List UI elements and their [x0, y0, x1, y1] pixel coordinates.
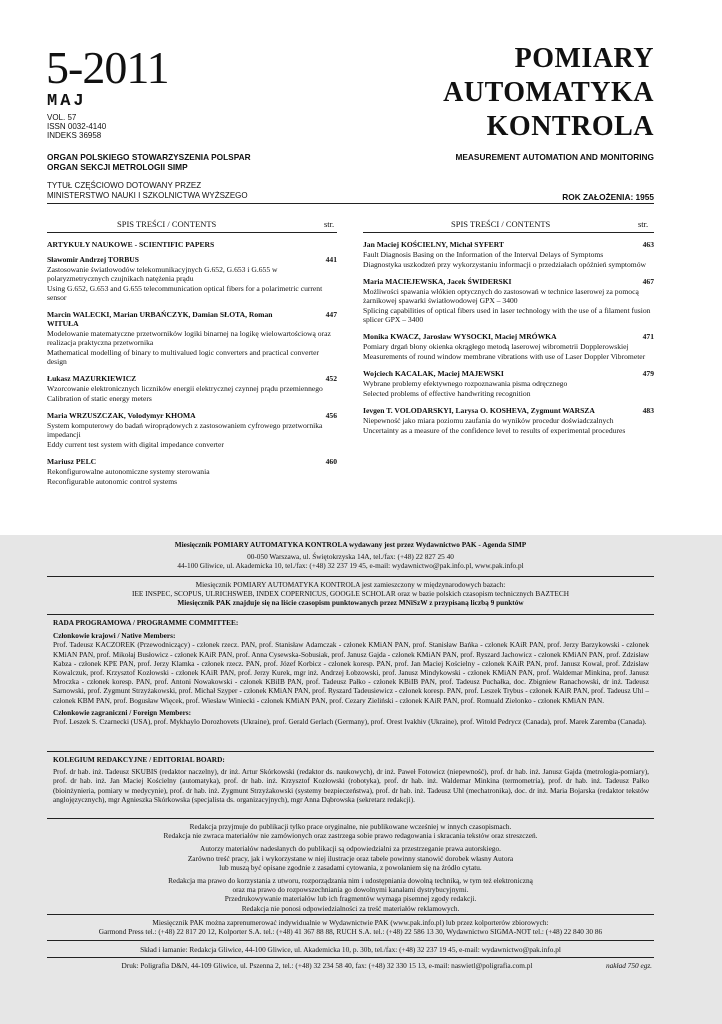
divider [47, 940, 654, 941]
toc-entry-title: Modelowanie matematyczne przetworników logiki binarnej na logikę wielowartościową oraz realizacja praktyczna przetwornika [47, 329, 331, 347]
policy-line: Redakcja ma prawo do korzystania z utworu, rozporządzania nim i udostępniania dowolną techniką, w tym też elektroniczną [168, 876, 533, 886]
toc-entry-page: 441 [325, 255, 337, 264]
journal-title-line: AUTOMATYKA [443, 77, 654, 108]
toc-entry-title: Splicing capabilities of optical fibers used in laser technology with the use of a filament fusion splicer GPX – 3400 [363, 306, 651, 324]
toc-entry-title: Rekonfigurowalne autonomiczne systemy sterowania [47, 467, 210, 476]
toc-entry-title: Możliwości spawania włókien optycznych do zastosowań w technice laserowej za pomocą żarnikowej spawarki światłowodowej GPX – 3400 [363, 287, 639, 305]
subscription-block [47, 918, 654, 936]
toc-entry-page: 471 [642, 332, 654, 341]
indexing-line: IEE INSPEC, SCOPUS, ULRICHSWEB, INDEX COPERNICUS, GOOGLE SCHOLAR oraz w bazie polskich czasopism technicznych BAZTECH [132, 589, 569, 599]
toc-entry-authors: Marcin WALECKI, Marian URBAŃCZYK, Damian SŁOTA, Roman WITUŁA [47, 310, 273, 328]
policy-line: Przedrukowywanie materiałów lub ich fragmentów wymaga pisemnej zgody redakcji. [224, 894, 477, 904]
toc-page-label-right: str. [638, 219, 649, 229]
divider [47, 818, 654, 819]
toc-entry [47, 457, 337, 486]
policy-line: Zarówno treść pracy, jak i wykorzystane w niej ilustracje oraz tabele powinny stanowić dorobek własny Autora [187, 853, 514, 863]
toc-entry-authors: Sławomir Andrzej TORBUS [47, 255, 139, 264]
founded-year: ROK ZAŁOŻENIA: 1955 [562, 192, 654, 202]
toc-entry-authors: Mariusz PELC [47, 457, 97, 466]
publisher-block [47, 540, 654, 571]
toc-entry-title: Mathematical modelling of binary to multivalued logic converters and practical converter design [47, 348, 320, 366]
toc-entry-page: 456 [325, 411, 337, 420]
toc-entry-title: Eddy current test system with digital impedance converter [47, 440, 224, 449]
circulation: nakład 750 egz. [606, 961, 653, 970]
divider [47, 751, 654, 752]
foreign-members-heading: Członkowie zagraniczni / Foreign Members: [53, 707, 192, 717]
volume: VOL. 57 [47, 113, 77, 122]
toc-entry-title: Zastosowanie światłowodów telekomunikacyjnych G.652, G.653 i G.655 w polaryzmetrycznych czujnikach natężenia prądu [47, 265, 278, 283]
journal-title [443, 42, 654, 144]
english-subtitle: MEASUREMENT AUTOMATION AND MONITORING [455, 152, 654, 162]
toc-entry-title: Pomiary drgań błony okienka okrągłego metodą laserowej wibrometrii Dopplerowskiej [363, 342, 629, 351]
native-members-list: Prof. Tadeusz KACZOREK (Przewodniczący) - członek rzecz. PAN, prof. Stanisław Adamczak - członek KMiAN PAN, prof. Stanisław Bańka - członek KAiR PAN, prof. Jerzy Barzykowski - członek KMiAN PAN, prof. Mikołaj Busłowicz - członek KAiR PAN, prof. Anna Cysewska-Sobusiak, prof. Janusz Gajda - członek KMiAN PAN, prof. Ryszard Jachowicz - członek KMiAN PAN, prof. Zdzisław Kabza - członek KPE PAN, prof. Jerzy Klamka - członek rzecz. PAN, prof. Józef Korbicz - członek koresp. PAN, prof. Jan Maciej Kościelny - członek KAiR PAN, prof. Janusz Kowal, prof. Zdzisław Kowalczuk, prof. Krzysztof Kozłowski - członek KAiR PAN, prof. Jerzy Kurek, mgr inż. Andrzej Łobzowski, prof. Janusz Mindykowski - członek KMiAN PAN, prof. Waldemar Minkina, prof. Janusz Mroczka - członek koresp. PAN, prof. Antoni Nowakowski - członek KBiIB PAN, prof. Tadeusz Pałko - członek KBiIB PAN, prof. Tadeusz Puchałka, doc. Zbigniew Ranachowski, dr inż. Tadeusz Sarnowski, prof. Zygmunt Strzyżakowski, prof. Michał Szyper - członek KMiAN PAN, prof. Ryszard Tadeusiewicz - członek koresp. PAN, prof. Leszek Trybus - członek KAiR PAN, prof. Tadeusz Uhl – członek KBM PAN, prof. Bogusław Więcek, prof. Wiesław Winiecki - członek KMiAN PAN, prof. Cezary Zieliński - członek KAiR PAN, prof. Romuald Zielonko - członek KMiAN PAN. [53, 640, 649, 705]
toc-entry-title: Fault Diagnosis Basing on the Information of the Interval Delays of Symptoms [363, 250, 604, 259]
policy-paragraph [47, 876, 654, 913]
toc-entry-title: Niepewność jako miara poziomu zaufania do wyników procedur doświadczalnych [363, 416, 614, 425]
indexing-block [47, 580, 654, 608]
indexing-points: Miesięcznik PAK znajduje się na liście czasopism punktowanych przez MNiSzW z przypisaną liczbą 9 punktów [177, 598, 524, 608]
toc-entry-page: 447 [325, 310, 337, 319]
policy-line: Autorzy materiałów nadesłanych do publikacji są odpowiedzialni za przestrzeganie prawa autorskiego. [200, 844, 501, 854]
toc-entry [363, 406, 654, 435]
toc-entry-page: 483 [642, 406, 654, 415]
toc-entry-page: 467 [642, 277, 654, 286]
toc-entry-title: System komputerowy do badań wiroprądowych z zastosowaniem cyfrowego przetwornika impedancji [47, 421, 323, 439]
policy-line: Redakcja nie ponosi odpowiedzialności za treść materiałów reklamowych. [241, 903, 460, 913]
program-council [53, 618, 649, 726]
toc-entry [363, 240, 654, 269]
policy-paragraph [47, 844, 654, 872]
divider [47, 957, 654, 958]
toc-entry-page: 460 [325, 457, 337, 466]
funding-line: TYTUŁ CZĘŚCIOWO DOTOWANY PRZEZ [47, 181, 202, 190]
divider [47, 914, 654, 915]
toc-entry-title: Diagnostyka uszkodzeń przy wykorzystaniu informacji o przedziałach opóźnień symptomów [363, 260, 646, 269]
toc-divider-left [47, 232, 337, 233]
divider [47, 614, 654, 615]
toc-entry-page: 463 [642, 240, 654, 249]
toc-entry [47, 374, 337, 403]
publisher-address: 44-100 Gliwice, ul. Akademicka 10, tel./fax: (+48) 32 237 19 45, e-mail: wydawnictwo@pak.info.pl, www.pak.info.pl [177, 561, 524, 571]
toc-entry [47, 255, 337, 302]
publisher-address: 00-050 Warszawa, ul. Świętokrzyska 14A, tel./fax: (+48) 22 827 25 40 [247, 552, 454, 562]
policy-block [47, 822, 654, 913]
funding-line: MINISTERSTWO NAUKI I SZKOLNICTWA WYŻSZEGO [47, 191, 248, 200]
editorial-board [53, 755, 649, 804]
native-members-heading: Członkowie krajowi / Native Members: [53, 631, 176, 641]
toc-heading-right: SPIS TREŚCI / CONTENTS [451, 219, 551, 229]
divider [47, 576, 654, 577]
organ-line: ORGAN POLSKIEGO STOWARZYSZENIA POLSPAR [47, 152, 251, 162]
toc-entry-authors: Jan Maciej KOŚCIELNY, Michał SYFERT [363, 240, 504, 249]
toc-entry [47, 411, 337, 449]
toc-entry-page: 452 [325, 374, 337, 383]
toc-section-title: ARTYKUŁY NAUKOWE - SCIENTIFIC PAPERS [47, 240, 215, 249]
toc-entry [363, 277, 654, 324]
toc-entry-title: Using G.652, G.653 and G.655 telecommunication optical fibers for a polarimetric current sensor [47, 284, 323, 302]
printer-info: Druk: Poligrafia D&N, 44-109 Gliwice, ul. Pszenna 2, tel.: (+48) 32 234 58 40, fax: (+48) 32 330 15 13, e-mail: naswietl@poligrafia.com.pl [121, 961, 533, 970]
toc-entry-title: Wybrane problemy efektywnego rozpoznawania pisma odręcznego [363, 379, 568, 388]
indexing-line: Miesięcznik POMIARY AUTOMATYKA KONTROLA jest zamieszczony w międzynarodowych bazach: [195, 580, 506, 589]
publisher-line: Miesięcznik POMIARY AUTOMATYKA KONTROLA wydawany jest przez Wydawnictwo PAK - Agenda SIMP [174, 540, 527, 549]
subscription-distributors: Garmond Press tel.: (+48) 22 817 20 12, Kolporter S.A. tel.: (+48) 41 367 88 88, RUCH S.A. tel.: (+48) 22 586 13 30, Wydawnictwo SIGMA-NOT tel.: (+48) 22 840 30 86 [98, 927, 603, 937]
toc-entry-title: Calibration of static energy meters [47, 394, 152, 403]
toc-left-column [47, 240, 337, 494]
toc-entry-title: Wzorcowanie elektronicznych liczników energii elektrycznej czynnej prądu przemiennego [47, 384, 323, 393]
policy-line: Redakcja nie zwraca materiałów nie zamówionych oraz zastrzega sobie prawo redagowania i skracania tekstów oraz streszczeń. [163, 831, 538, 841]
toc-entry-authors: Łukasz MAZURKIEWICZ [47, 374, 137, 383]
toc-right-column [363, 240, 654, 443]
toc-entry [47, 310, 337, 366]
editorial-list: Prof. dr hab. inż. Tadeusz SKUBIS (redaktor naczelny), dr inż. Artur Skórkowski (redaktor ds. naukowych), dr inż. Paweł Fotowicz (niepewność), prof. dr hab. inż. Janusz Gajda (metrologia-pomiary), prof. dr hab. inż. Jan Maciej Kościelny (automatyka), prof. dr hab. inż. Krzysztof Kozłowski (robotyka), prof. dr hab. inż. Waldemar Minkina (termometria), prof. dr hab. inż. Tadeusz Pałko (bioinżynieria, pomiary w medycynie), prof. dr hab. inż. Zygmunt Strzyżakowski (systemy bezpieczeństwa), prof. dr hab. inż. Tadeusz Uhl (mechatronika), doc. dr inż. Maria Bojarska (redaktor tekstów anglojęzycznych), mgr Agnieszka Skórkowska (specjalista ds. organizacyjnych), mgr Anna Dąbrowska (sekretarz redakcji). [53, 767, 649, 804]
council-heading: RADA PROGRAMOWA / PROGRAMME COMMITTEE: [53, 618, 239, 627]
journal-title-line: KONTROLA [486, 111, 654, 142]
issue-month: MAJ [47, 92, 87, 111]
toc-entry-title: Selected problems of effective handwriting recognition [363, 389, 531, 398]
index-number: INDEKS 36958 [47, 131, 102, 140]
toc-page-label-left: str. [324, 219, 335, 229]
policy-line: Redakcja przyjmuje do publikacji tylko prace oryginalne, nie publikowane wcześniej w innych czasopismach. [189, 822, 512, 831]
foreign-members-list: Prof. Leszek S. Czarnecki (USA), prof. Mykhaylo Dorozhovets (Ukraine), prof. Gerald Gerlach (Germany), prof. Orest Ivakhiv (Ukraine), prof. Witold Pedrycz (Canada), prof. Marek Zaremba (Canada). [53, 717, 647, 727]
subscription-line: Miesięcznik PAK można zaprenumerować indywidualnie w Wydawnictwie PAK (www.pak.info.pl) lub przez kolporterów zbiorowych: [152, 918, 549, 927]
toc-entry-title: Reconfigurable autonomic control systems [47, 477, 178, 486]
editorial-heading: KOLEGIUM REDAKCYJNE / EDITORIAL BOARD: [53, 755, 225, 764]
toc-entry [363, 332, 654, 361]
toc-heading-left: SPIS TREŚCI / CONTENTS [117, 219, 217, 229]
organ-line: ORGAN SEKCJI METROLOGII SIMP [47, 162, 188, 172]
toc-entry-authors: Maria MACIEJEWSKA, Jacek ŚWIDERSKI [363, 277, 512, 286]
toc-entry-authors: Maria WRZUSZCZAK, Volodymyr KHOMA [47, 411, 196, 420]
toc-entry-title: Uncertainty as a measure of the confidence level to results of experimental procedures [363, 426, 626, 435]
journal-title-line: POMIARY [514, 43, 654, 74]
toc-entry-page: 479 [642, 369, 654, 378]
header-divider [47, 203, 654, 204]
issue-number: 5-2011 [46, 42, 169, 93]
toc-entry-title: Measurements of round window membrane vibrations with use of Laser Doppler Vibrometer [363, 352, 646, 361]
toc-entry [363, 369, 654, 398]
policy-line: lub muszą być opisane zgodnie z zasadami cytowania, z powołaniem się na źródło cytatu. [219, 862, 482, 872]
toc-divider-right [363, 232, 654, 233]
issn: ISSN 0032-4140 [47, 122, 107, 131]
toc-entry-authors: Monika KWACZ, Jarosław WYSOCKI, Maciej MRÓWKA [363, 332, 557, 341]
typesetting-info: Skład i łamanie: Redakcja Gliwice, 44-100 Gliwice, ul. Akademicka 10, p. 30b, tel./fax: (+48) 32 237 19 45, e-mail: wydawnictwo@pak.info.pl [140, 945, 561, 954]
toc-entry-authors: Wojciech KACALAK, Maciej MAJEWSKI [363, 369, 504, 378]
policy-paragraph [47, 822, 654, 840]
toc-entry-authors: Ievgen T. VOLODARSKYI, Larysa O. KOSHEVA, Zygmunt WARSZA [363, 406, 595, 415]
policy-line: oraz ma prawo do rozpowszechniania go dowolnymi kanałami dystrybucyjnymi. [232, 885, 469, 895]
